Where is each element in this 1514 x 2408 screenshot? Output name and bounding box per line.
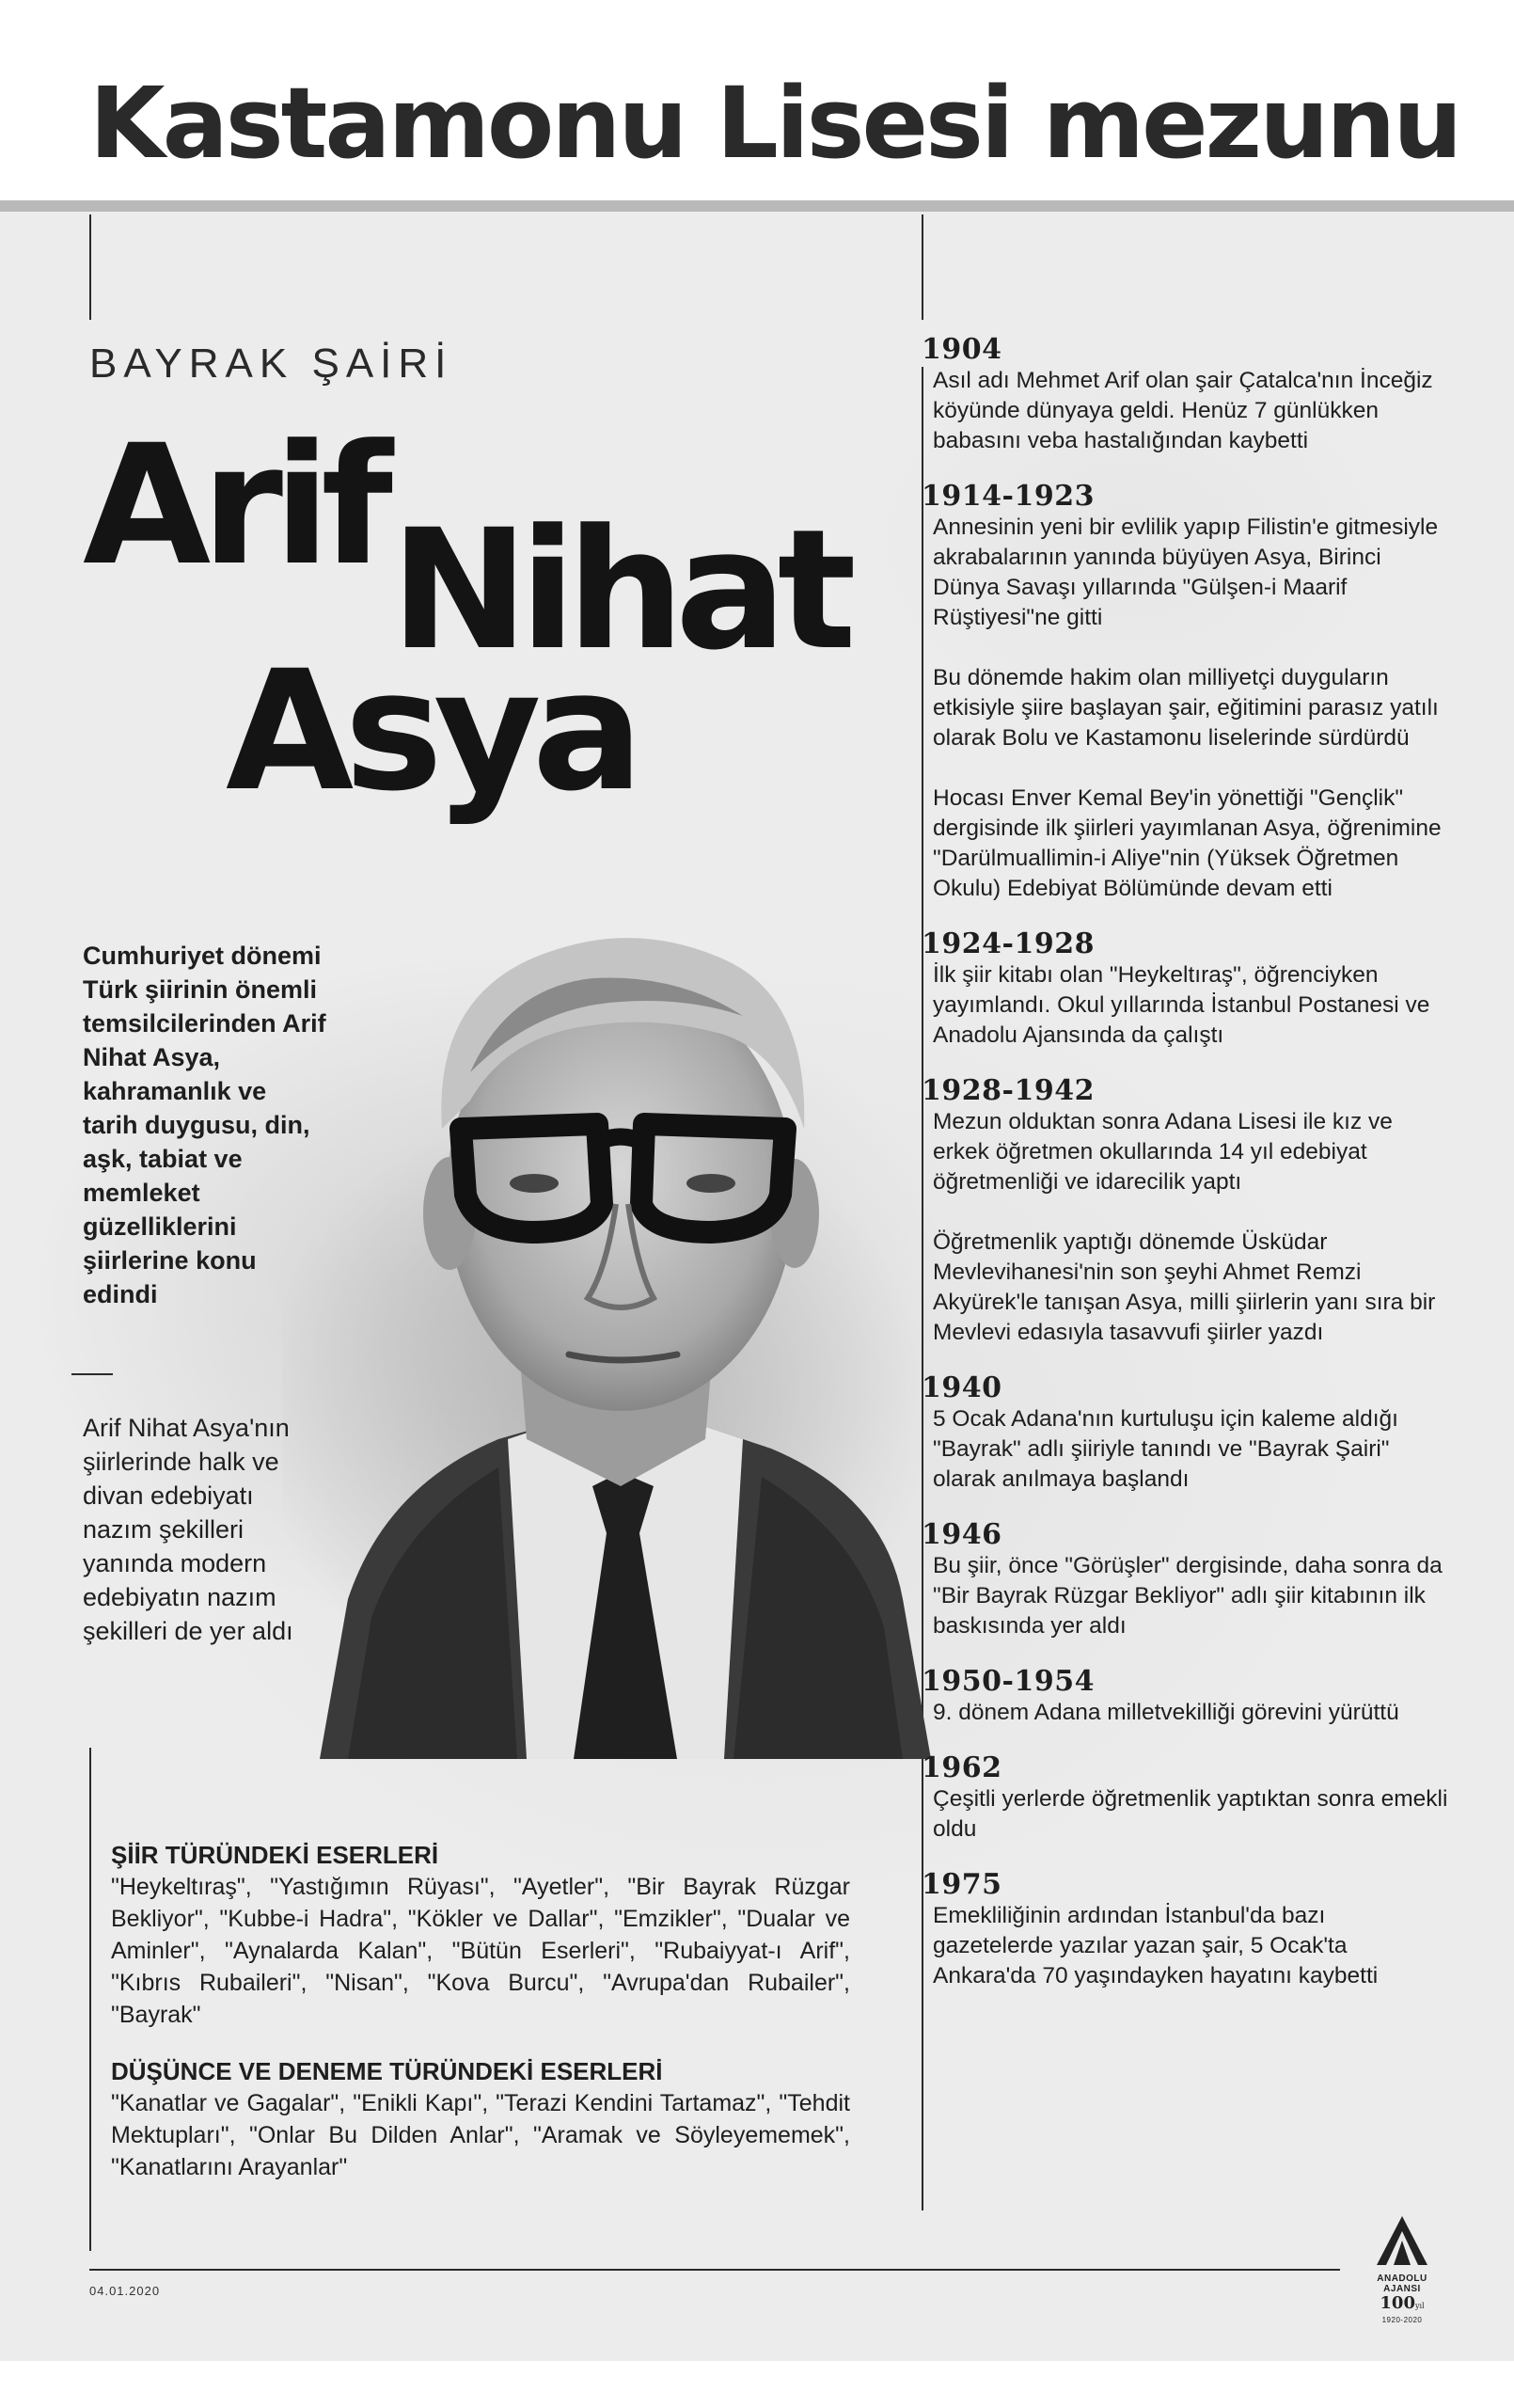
name-line-asya: Asya <box>226 635 635 828</box>
timeline-item <box>922 1666 1448 1728</box>
intro-divider <box>71 1373 113 1375</box>
publication-date: 04.01.2020 <box>89 2284 161 2298</box>
timeline-year: 1946 <box>922 1518 1002 1551</box>
timeline-paragraph: Annesinin yeni bir evlilik yapıp Filistin'e gitmesiyle akrabalarının yanında büyüyen Asya, Birinci Dünya Savaşı yıllarında "Gülşen-i Maarif Rüştiyesi"ne gitti <box>933 515 1439 630</box>
anniversary-suffix: yıl <box>1414 2302 1425 2310</box>
timeline-text <box>922 960 1448 1051</box>
essay-works-list: "Kanatlar ve Gagalar", "Enikli Kapı", "Terazi Kendini Tartamaz", "Tehdit Mektupları", "Onlar Bu Dilden Anlar", "Aramak ve Söyleyememek", "Kanatlarını Arayanlar" <box>111 2090 850 2180</box>
timeline-paragraph: Öğretmenlik yaptığı dönemde Üsküdar Mevlevihanesi'nin son şeyhi Ahmet Remzi Akyürek'le tanışan Asya, milli şiirlerin yanı sıra bir Mevlevi edasıyla tasavvufi şiirler yazdı <box>933 1229 1436 1345</box>
timeline-year: 1962 <box>922 1751 1002 1784</box>
timeline-year: 1928-1942 <box>922 1074 1095 1107</box>
agency-logo <box>1360 2212 1444 2324</box>
timeline-year: 1914-1923 <box>922 480 1095 513</box>
timeline-year: 1950-1954 <box>922 1665 1095 1698</box>
poetry-works-list: "Heykeltıraş", "Yastığımın Rüyası", "Ayetler", "Bir Bayrak Rüzgar Bekliyor", "Kubbe-i Hadra", "Kökler ve Dallar", "Emzikler", "Dualar ve Aminler", "Aynalarda Kalan", "Bütün Eserleri", "Rubaiyyat-ı Arif", "Kıbrıs Rubaileri", "Nisan", "Kova Burcu", "Avrupa'dan Rubailer", "Bayrak" <box>111 1874 850 2028</box>
anniversary-years: 1920-2020 <box>1381 2316 1423 2324</box>
timeline-item <box>922 1372 1448 1495</box>
timeline-paragraph: Çeşitli yerlerde öğretmenlik yaptıktan sonra emekli oldu <box>933 1786 1448 1842</box>
timeline-paragraph: 9. dönem Adana milletvekilliği görevini yürüttü <box>933 1700 1399 1725</box>
timeline-text <box>922 1698 1448 1728</box>
anniversary-mark <box>1360 2294 1444 2316</box>
timeline-paragraph: İlk şiir kitabı olan "Heykeltıraş", öğrenciyken yayımlandı. Okul yıllarında İstanbul Postanesi ve Anadolu Ajansında da çalıştı <box>933 962 1430 1048</box>
header <box>0 0 1514 198</box>
agency-name: ANADOLU AJANSI <box>1377 2273 1427 2294</box>
timeline-paragraph: Asıl adı Mehmet Arif olan şair Çatalca'nın İnceğiz köyünde dünyaya geldi. Henüz 7 günlükken babasını veba hastalığından kaybetti <box>933 368 1433 453</box>
timeline-item <box>922 334 1448 456</box>
works-section <box>111 1839 850 2183</box>
timeline-paragraph: Bu şiir, önce "Görüşler" dergisinde, daha sonra da "Bir Bayrak Rüzgar Bekliyor" adlı şiir kitabının ilk baskısında yer aldı <box>933 1553 1443 1639</box>
timeline-item <box>922 1869 1448 1991</box>
timeline-paragraph: Emekliliğinin ardından İstanbul'da bazı gazetelerde yazılar yazan şair, 5 Ocak'ta Ankara'da 70 yaşındayken hayatını kaybetti <box>933 1903 1379 1988</box>
timeline-text <box>922 513 1448 904</box>
timeline-text <box>922 1784 1448 1845</box>
timeline-item <box>922 1519 1448 1641</box>
timeline-year: 1940 <box>922 1371 1002 1404</box>
timeline <box>922 334 1448 2016</box>
footer-divider <box>89 2269 1340 2271</box>
timeline-paragraph: Hocası Enver Kemal Bey'in yönettiği "Gençlik" dergisinde ilk şiirleri yayımlanan Asya, öğrenimine "Darülmuallimin-i Aliye"nin (Yüksek Öğretmen Okulu) Edebiyat Bölümünde devam etti <box>933 785 1442 901</box>
intro-detail: Arif Nihat Asya'nın şiirlerinde halk ve divan edebiyatı nazım şekilleri yanında modern edebiyatın nazım şekilleri de yer aldı <box>83 1414 293 1645</box>
timeline-year: 1904 <box>922 333 1002 366</box>
timeline-item <box>922 481 1448 904</box>
timeline-text <box>922 1404 1448 1495</box>
timeline-year: 1924-1928 <box>922 927 1095 960</box>
timeline-vertical-rule-top <box>922 214 923 320</box>
name-line-arif: Arif <box>83 409 384 602</box>
timeline-text <box>922 366 1448 456</box>
timeline-paragraph: Bu dönemde hakim olan milliyetçi duyguların etkisiyle şiire başlayan şair, eğitimini parasız yatılı olarak Bolu ve Kastamonu liselerinde sürdürdü <box>933 665 1439 751</box>
agency-logo-icon <box>1360 2212 1444 2269</box>
left-vertical-rule-bottom <box>89 1748 91 2251</box>
left-vertical-rule-top <box>89 214 91 320</box>
header-divider <box>0 200 1514 212</box>
kicker-label: BAYRAK ŞAİRİ <box>89 341 453 387</box>
timeline-item <box>922 1075 1448 1348</box>
essay-works-heading: DÜŞÜNCE VE DENEME TÜRÜNDEKİ ESERLERİ <box>111 2057 663 2085</box>
poetry-works-heading: ŞİİR TÜRÜNDEKİ ESERLERİ <box>111 1841 439 1869</box>
portrait-photo <box>282 884 959 1759</box>
timeline-paragraph: 5 Ocak Adana'nın kurtuluşu için kaleme aldığı "Bayrak" adlı şiiriyle tanındı ve "Bayrak Şairi" olarak anılmaya başlandı <box>933 1406 1398 1492</box>
timeline-year: 1975 <box>922 1868 1002 1901</box>
timeline-text <box>922 1551 1448 1641</box>
timeline-item <box>922 928 1448 1051</box>
page-title: Kastamonu Lisesi mezunu <box>89 66 1460 181</box>
intro-summary: Cumhuriyet dönemi Türk şiirinin önemli temsilcilerinden Arif Nihat Asya, kahramanlık ve tarih duygusu, din, aşk, tabiat ve memleket güzelliklerini şiirlerine konu edindi <box>83 942 326 1308</box>
timeline-text <box>922 1901 1448 1991</box>
name-line-nihat: Nihat <box>390 494 847 687</box>
timeline-text <box>922 1107 1448 1348</box>
timeline-item <box>922 1752 1448 1845</box>
anniversary-number: 100 <box>1380 2293 1415 2313</box>
timeline-paragraph: Mezun olduktan sonra Adana Lisesi ile kız ve erkek öğretmen okullarında 14 yıl edebiyat öğretmenliği ve idarecilik yaptı <box>933 1109 1393 1195</box>
